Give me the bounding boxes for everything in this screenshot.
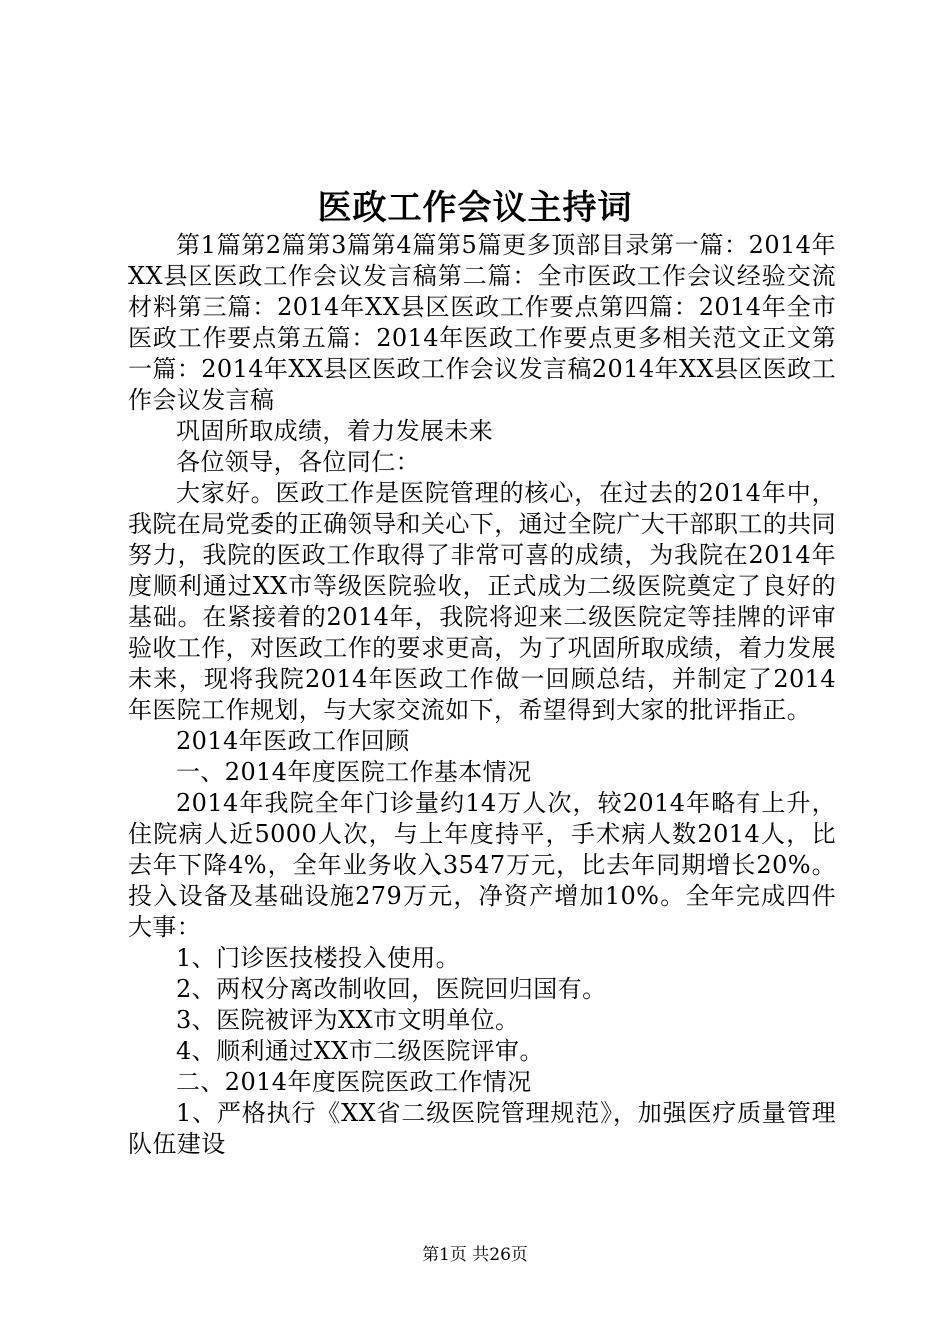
document-title: 医政工作会议主持词 <box>317 188 633 228</box>
paragraph-item-1: 1、门诊医技楼投入使用。 <box>176 944 461 972</box>
paragraph-subtitle: 巩固所取成绩，着力发展未来 <box>176 417 494 445</box>
document-body <box>128 230 836 1160</box>
paragraph-item-3: 3、医院被评为XX市文明单位。 <box>176 1006 520 1034</box>
paragraph-stats: 2014年我院全年门诊量约14万人次，较2014年略有上升，住院病人近5000人次，与上年度持平，手术病人数2014人，比去年下降4%，全年业务收入3547万元，比去年同期增长20%。投入设备及基础设施279万元，净资产增加10%。全年完成四件大事： <box>128 789 836 941</box>
paragraph-item-2: 2、两权分离改制收回，医院回归国有。 <box>176 975 607 1003</box>
paragraph-section-one-heading: 一、2014年度医院工作基本情况 <box>176 758 532 786</box>
paragraph-section-two-item-1: 1、严格执行《XX省二级医院管理规范》，加强医疗质量管理队伍建设 <box>128 1099 836 1158</box>
paragraph-section-two-heading: 二、2014年度医院医政工作情况 <box>176 1068 532 1096</box>
page-footer: 第1页 共26页 <box>422 1245 528 1265</box>
paragraph-salutation: 各位领导，各位同仁： <box>176 448 420 476</box>
paragraph-item-4: 4、顺利通过XX市二级医院评审。 <box>176 1037 544 1065</box>
paragraph-intro: 大家好。医政工作是医院管理的核心，在过去的2014年中，我院在局党委的正确领导和关心下，通过全院广大干部职工的共同努力，我院的医政工作取得了非常可喜的成绩，为我院在2014年度顺利通过XX市等级医院验收，正式成为二级医院奠定了良好的基础。在紧接着的2014年，我院将迎来二级医院定等挂牌的评审验收工作，对医政工作的要求更高，为了巩固所取成绩，着力发展未来，现将我院2014年医政工作做一回顾总结，并制定了2014年医院工作规划，与大家交流如下，希望得到大家的批评指正。 <box>128 479 836 724</box>
paragraph-toc: 第1篇第2篇第3篇第4篇第5篇更多顶部目录第一篇：2014年XX县区医政工作会议发言稿第二篇：全市医政工作会议经验交流材料第三篇：2014年XX县区医政工作要点第四篇：2014年全市医政工作要点第五篇：2014年医政工作要点更多相关范文正文第一篇：2014年XX县区医政工作会议发言稿2014年XX县区医政工作会议发言稿 <box>128 231 836 414</box>
paragraph-review-heading: 2014年医政工作回顾 <box>176 727 410 755</box>
